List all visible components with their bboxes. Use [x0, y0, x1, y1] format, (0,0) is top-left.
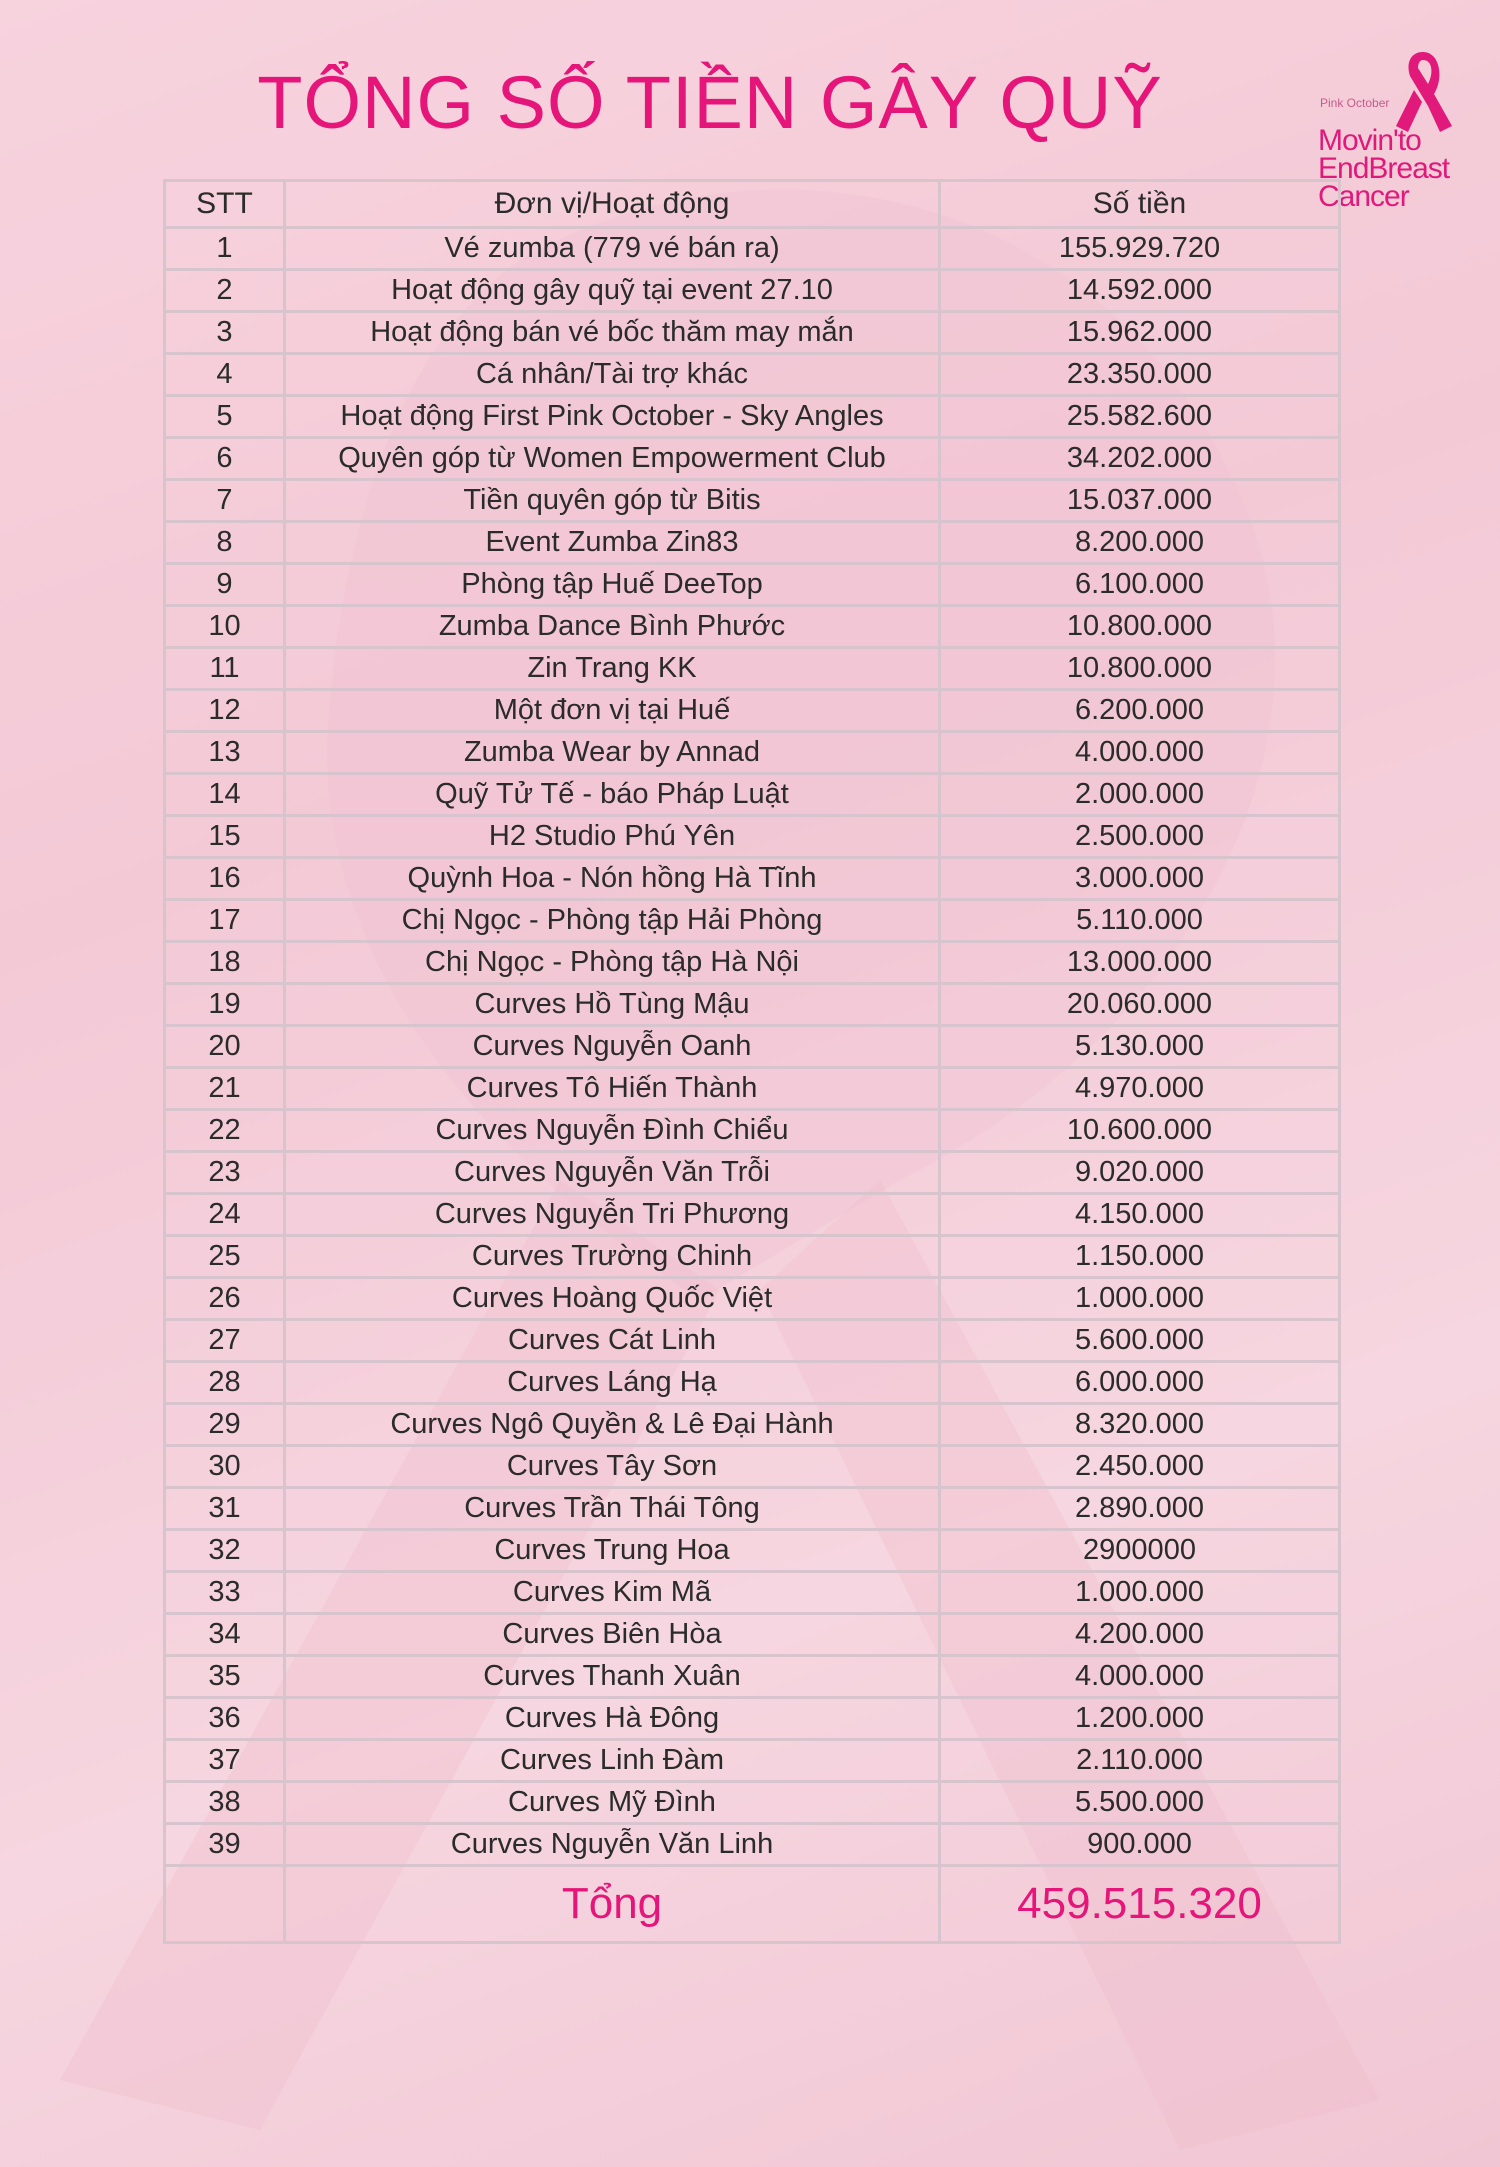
row-stt: 6: [165, 438, 285, 480]
table-row: [165, 1278, 1340, 1320]
row-stt: 38: [165, 1782, 285, 1824]
header-stt: STT: [165, 181, 285, 228]
row-amount: 2.000.000: [940, 774, 1340, 816]
row-stt: 25: [165, 1236, 285, 1278]
row-unit-activity: Curves Nguyễn Tri Phương: [285, 1194, 940, 1236]
header-amount: Số tiền: [940, 181, 1340, 228]
row-unit-activity: Curves Biên Hòa: [285, 1614, 940, 1656]
table-row: [165, 1320, 1340, 1362]
row-unit-activity: Curves Linh Đàm: [285, 1740, 940, 1782]
row-stt: 14: [165, 774, 285, 816]
row-stt: 12: [165, 690, 285, 732]
table-row: [165, 564, 1340, 606]
table-header-row: [165, 181, 1340, 228]
row-amount: 15.962.000: [940, 312, 1340, 354]
table-row: [165, 1740, 1340, 1782]
row-amount: 23.350.000: [940, 354, 1340, 396]
row-unit-activity: Một đơn vị tại Huế: [285, 690, 940, 732]
row-unit-activity: Event Zumba Zin83: [285, 522, 940, 564]
row-stt: 36: [165, 1698, 285, 1740]
row-amount: 5.130.000: [940, 1026, 1340, 1068]
row-stt: 33: [165, 1572, 285, 1614]
row-unit-activity: H2 Studio Phú Yên: [285, 816, 940, 858]
row-unit-activity: Chị Ngọc - Phòng tập Hà Nội: [285, 942, 940, 984]
row-unit-activity: Curves Nguyễn Văn Linh: [285, 1824, 940, 1866]
row-unit-activity: Curves Trung Hoa: [285, 1530, 940, 1572]
row-amount: 155.929.720: [940, 228, 1340, 270]
row-stt: 26: [165, 1278, 285, 1320]
row-unit-activity: Curves Tô Hiến Thành: [285, 1068, 940, 1110]
table-row: [165, 396, 1340, 438]
row-amount: 1.000.000: [940, 1278, 1340, 1320]
table-row: [165, 1152, 1340, 1194]
table-row: [165, 354, 1340, 396]
row-amount: 34.202.000: [940, 438, 1340, 480]
row-stt: 21: [165, 1068, 285, 1110]
row-unit-activity: Curves Hồ Tùng Mậu: [285, 984, 940, 1026]
row-amount: 25.582.600: [940, 396, 1340, 438]
table-row: [165, 1614, 1340, 1656]
row-amount: 1.200.000: [940, 1698, 1340, 1740]
row-amount: 2.890.000: [940, 1488, 1340, 1530]
row-unit-activity: Curves Thanh Xuân: [285, 1656, 940, 1698]
row-amount: 4.200.000: [940, 1614, 1340, 1656]
table-row: [165, 312, 1340, 354]
row-unit-activity: Curves Ngô Quyền & Lê Đại Hành: [285, 1404, 940, 1446]
row-stt: 16: [165, 858, 285, 900]
table-row: [165, 1194, 1340, 1236]
row-unit-activity: Hoạt động bán vé bốc thăm may mắn: [285, 312, 940, 354]
row-unit-activity: Curves Nguyễn Oanh: [285, 1026, 940, 1068]
row-stt: 18: [165, 942, 285, 984]
row-stt: 31: [165, 1488, 285, 1530]
row-unit-activity: Tiền quyên góp từ Bitis: [285, 480, 940, 522]
table-row: [165, 648, 1340, 690]
row-stt: 28: [165, 1362, 285, 1404]
row-amount: 8.200.000: [940, 522, 1340, 564]
row-unit-activity: Quỳnh Hoa - Nón hồng Hà Tĩnh: [285, 858, 940, 900]
row-stt: 17: [165, 900, 285, 942]
table-row: [165, 1782, 1340, 1824]
row-unit-activity: Quyên góp từ Women Empowerment Club: [285, 438, 940, 480]
table-row: [165, 270, 1340, 312]
row-amount: 10.800.000: [940, 648, 1340, 690]
row-unit-activity: Curves Hoàng Quốc Việt: [285, 1278, 940, 1320]
table-row: [165, 1110, 1340, 1152]
table-row: [165, 228, 1340, 270]
row-unit-activity: Quỹ Tử Tế - báo Pháp Luật: [285, 774, 940, 816]
row-amount: 6.100.000: [940, 564, 1340, 606]
table-row: [165, 774, 1340, 816]
row-amount: 5.600.000: [940, 1320, 1340, 1362]
row-amount: 4.150.000: [940, 1194, 1340, 1236]
row-amount: 15.037.000: [940, 480, 1340, 522]
table-row: [165, 1026, 1340, 1068]
row-unit-activity: Curves Cát Linh: [285, 1320, 940, 1362]
row-amount: 3.000.000: [940, 858, 1340, 900]
row-unit-activity: Zumba Wear by Annad: [285, 732, 940, 774]
row-stt: 2: [165, 270, 285, 312]
table-row: [165, 1656, 1340, 1698]
total-value: 459.515.320: [940, 1866, 1340, 1943]
row-amount: 5.110.000: [940, 900, 1340, 942]
logo-text-line-3: Cancer: [1318, 180, 1409, 213]
table-row: [165, 1698, 1340, 1740]
row-stt: 19: [165, 984, 285, 1026]
row-unit-activity: Curves Láng Hạ: [285, 1362, 940, 1404]
row-unit-activity: Phòng tập Huế DeeTop: [285, 564, 940, 606]
table-row: [165, 816, 1340, 858]
row-unit-activity: Curves Nguyễn Văn Trỗi: [285, 1152, 940, 1194]
row-amount: 4.000.000: [940, 1656, 1340, 1698]
row-stt: 22: [165, 1110, 285, 1152]
row-amount: 900.000: [940, 1824, 1340, 1866]
row-unit-activity: Hoạt động gây quỹ tại event 27.10: [285, 270, 940, 312]
table-row: [165, 900, 1340, 942]
row-amount: 1.150.000: [940, 1236, 1340, 1278]
row-amount: 8.320.000: [940, 1404, 1340, 1446]
table-row: [165, 1824, 1340, 1866]
row-amount: 10.800.000: [940, 606, 1340, 648]
row-amount: 2.110.000: [940, 1740, 1340, 1782]
logo-text-line-2: EndBreast: [1318, 152, 1450, 185]
table-row: [165, 942, 1340, 984]
logo-text-line-1: Movin'to: [1318, 124, 1421, 157]
row-stt: 34: [165, 1614, 285, 1656]
row-stt: 1: [165, 228, 285, 270]
pink-ribbon-icon: [1388, 46, 1458, 136]
row-stt: 30: [165, 1446, 285, 1488]
row-amount: 6.200.000: [940, 690, 1340, 732]
table-row: [165, 858, 1340, 900]
row-unit-activity: Chị Ngọc - Phòng tập Hải Phòng: [285, 900, 940, 942]
row-stt: 35: [165, 1656, 285, 1698]
table-row: [165, 1446, 1340, 1488]
table-row: [165, 438, 1340, 480]
row-unit-activity: Zin Trang KK: [285, 648, 940, 690]
row-stt: 39: [165, 1824, 285, 1866]
row-amount: 14.592.000: [940, 270, 1340, 312]
page-title: TỔNG SỐ TIỀN GÂY QUỸ: [257, 61, 1163, 144]
table-row: [165, 1572, 1340, 1614]
header-unit-activity: Đơn vị/Hoạt động: [285, 181, 940, 228]
row-stt: 7: [165, 480, 285, 522]
row-unit-activity: Hoạt động First Pink October - Sky Angles: [285, 396, 940, 438]
logo-small-text: Pink October: [1320, 96, 1390, 110]
row-stt: 27: [165, 1320, 285, 1362]
row-amount: 10.600.000: [940, 1110, 1340, 1152]
table-row: [165, 984, 1340, 1026]
table-row: [165, 732, 1340, 774]
row-amount: 20.060.000: [940, 984, 1340, 1026]
table-row: [165, 1236, 1340, 1278]
row-unit-activity: Curves Nguyễn Đình Chiểu: [285, 1110, 940, 1152]
row-amount: 5.500.000: [940, 1782, 1340, 1824]
row-unit-activity: Vé zumba (779 vé bán ra): [285, 228, 940, 270]
row-stt: 23: [165, 1152, 285, 1194]
table-row: [165, 1404, 1340, 1446]
row-unit-activity: Curves Kim Mã: [285, 1572, 940, 1614]
row-amount: 4.000.000: [940, 732, 1340, 774]
row-amount: 2900000: [940, 1530, 1340, 1572]
row-stt: 24: [165, 1194, 285, 1236]
row-unit-activity: Curves Hà Đông: [285, 1698, 940, 1740]
row-stt: 9: [165, 564, 285, 606]
row-stt: 8: [165, 522, 285, 564]
table-row: [165, 1362, 1340, 1404]
row-unit-activity: Curves Tây Sơn: [285, 1446, 940, 1488]
table-row: [165, 1068, 1340, 1110]
row-amount: 1.000.000: [940, 1572, 1340, 1614]
table-row: [165, 690, 1340, 732]
table-row: [165, 606, 1340, 648]
table-row: [165, 522, 1340, 564]
row-amount: 2.500.000: [940, 816, 1340, 858]
total-stt-cell: [165, 1866, 285, 1943]
row-stt: 4: [165, 354, 285, 396]
row-stt: 5: [165, 396, 285, 438]
row-stt: 29: [165, 1404, 285, 1446]
row-stt: 15: [165, 816, 285, 858]
row-amount: 4.970.000: [940, 1068, 1340, 1110]
row-stt: 20: [165, 1026, 285, 1068]
row-unit-activity: Curves Mỹ Đình: [285, 1782, 940, 1824]
row-stt: 10: [165, 606, 285, 648]
table-row: [165, 1488, 1340, 1530]
row-unit-activity: Cá nhân/Tài trợ khác: [285, 354, 940, 396]
table-row: [165, 1530, 1340, 1572]
fundraising-table: [163, 179, 1341, 1944]
row-unit-activity: Curves Trần Thái Tông: [285, 1488, 940, 1530]
row-stt: 11: [165, 648, 285, 690]
row-unit-activity: Curves Trường Chinh: [285, 1236, 940, 1278]
row-stt: 37: [165, 1740, 285, 1782]
total-row: [165, 1866, 1340, 1943]
row-amount: 6.000.000: [940, 1362, 1340, 1404]
row-unit-activity: Zumba Dance Bình Phước: [285, 606, 940, 648]
row-stt: 32: [165, 1530, 285, 1572]
row-amount: 13.000.000: [940, 942, 1340, 984]
total-label: Tổng: [285, 1866, 940, 1943]
row-stt: 3: [165, 312, 285, 354]
row-stt: 13: [165, 732, 285, 774]
row-amount: 9.020.000: [940, 1152, 1340, 1194]
row-amount: 2.450.000: [940, 1446, 1340, 1488]
table-row: [165, 480, 1340, 522]
